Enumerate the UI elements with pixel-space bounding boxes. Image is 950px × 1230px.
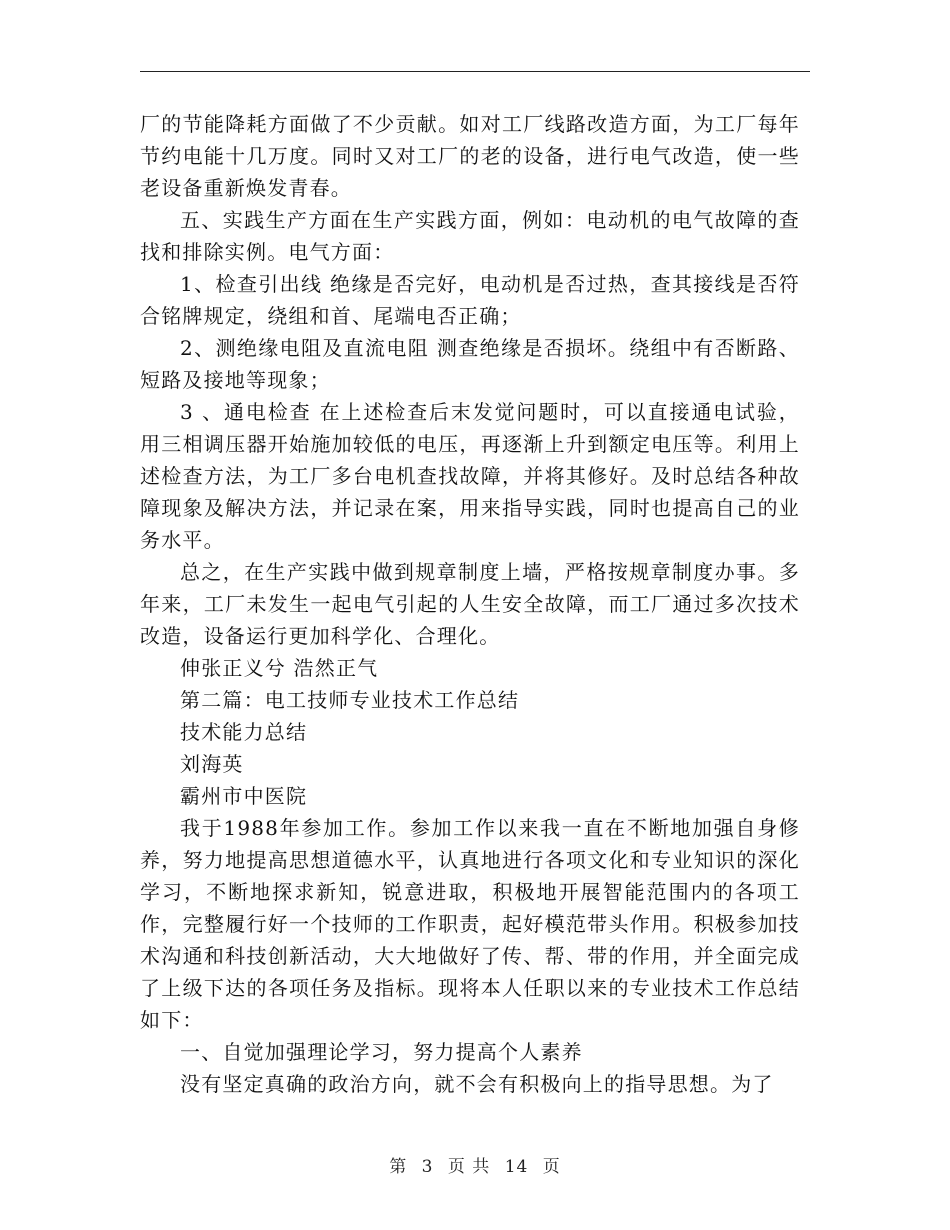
paragraph-section-one-start: 没有坚定真确的政治方向，就不会有积极向上的指导思想。为了 bbox=[180, 1072, 774, 1096]
footer-middle: 页 共 bbox=[447, 1157, 491, 1177]
paragraph-item-1: 1、检查引出线 绝缘是否完好，电动机是否过热，查其接线是否符合铭牌规定，绕组和首、尾端电否正确； bbox=[140, 272, 800, 328]
paragraph-item-3: 3 、通电检查 在上述检查后末发觉问题时，可以直接通电试验，用三相调压器开始施加较低的电压，再逐渐上升到额定电压等。利用上述检查方法，为工厂多台电机查找故障，并将其修好。及时总结各种故障现象及解决方法，并记录在案，用来指导实践，同时也提高自己的业务水平。 bbox=[140, 400, 800, 552]
paragraph-author: 刘海英 bbox=[180, 752, 244, 776]
paragraph-continuation: 厂的节能降耗方面做了不少贡献。如对工厂线路改造方面，为工厂每年节约电能十几万度。同时又对工厂的老的设备，进行电气改造，使一些老设备重新焕发青春。 bbox=[140, 112, 800, 200]
footer-current-page: 3 bbox=[421, 1157, 434, 1177]
paragraph-organization: 霸州市中医院 bbox=[180, 784, 308, 808]
footer-suffix: 页 bbox=[542, 1157, 561, 1177]
paragraph-item-2: 2、测绝缘电阻及直流电阻 测查绝缘是否损坏。绕组中有否断路、短路及接地等现象； bbox=[140, 336, 800, 392]
paragraph-section-five: 五、实践生产方面在生产实践方面，例如：电动机的电气故障的查找和排除实例。电气方面： bbox=[140, 208, 800, 264]
document-body bbox=[140, 108, 800, 1100]
paragraph-section-one-heading: 一、自觉加强理论学习，努力提高个人素养 bbox=[180, 1040, 583, 1064]
paragraph-motto: 伸张正义兮 浩然正气 bbox=[180, 656, 379, 680]
header-rule bbox=[140, 71, 810, 72]
paragraph-subtitle: 技术能力总结 bbox=[180, 720, 308, 744]
paragraph-chapter-title: 第二篇：电工技师专业技术工作总结 bbox=[180, 688, 520, 712]
paragraph-conclusion: 总之，在生产实践中做到规章制度上墙，严格按规章制度办事。多年来，工厂未发生一起电气引起的人生安全故障，而工厂通过多次技术改造，设备运行更加科学化、合理化。 bbox=[140, 560, 800, 648]
page-footer bbox=[0, 1152, 950, 1177]
paragraph-introduction: 我于1988年参加工作。参加工作以来我一直在不断地加强自身修养，努力地提高思想道德水平，认真地进行各项文化和专业知识的深化学习，不断地探求新知，锐意进取，积极地开展智能范围内的各项工作，完整履行好一个技师的工作职责，起好模范带头作用。积极参加技术沟通和科技创新活动，大大地做好了传、帮、带的作用，并全面完成了上级下达的各项任务及指标。现将本人任职以来的专业技术工作总结如下： bbox=[140, 816, 800, 1032]
footer-total-pages: 14 bbox=[504, 1157, 529, 1177]
footer-prefix: 第 bbox=[389, 1157, 408, 1177]
